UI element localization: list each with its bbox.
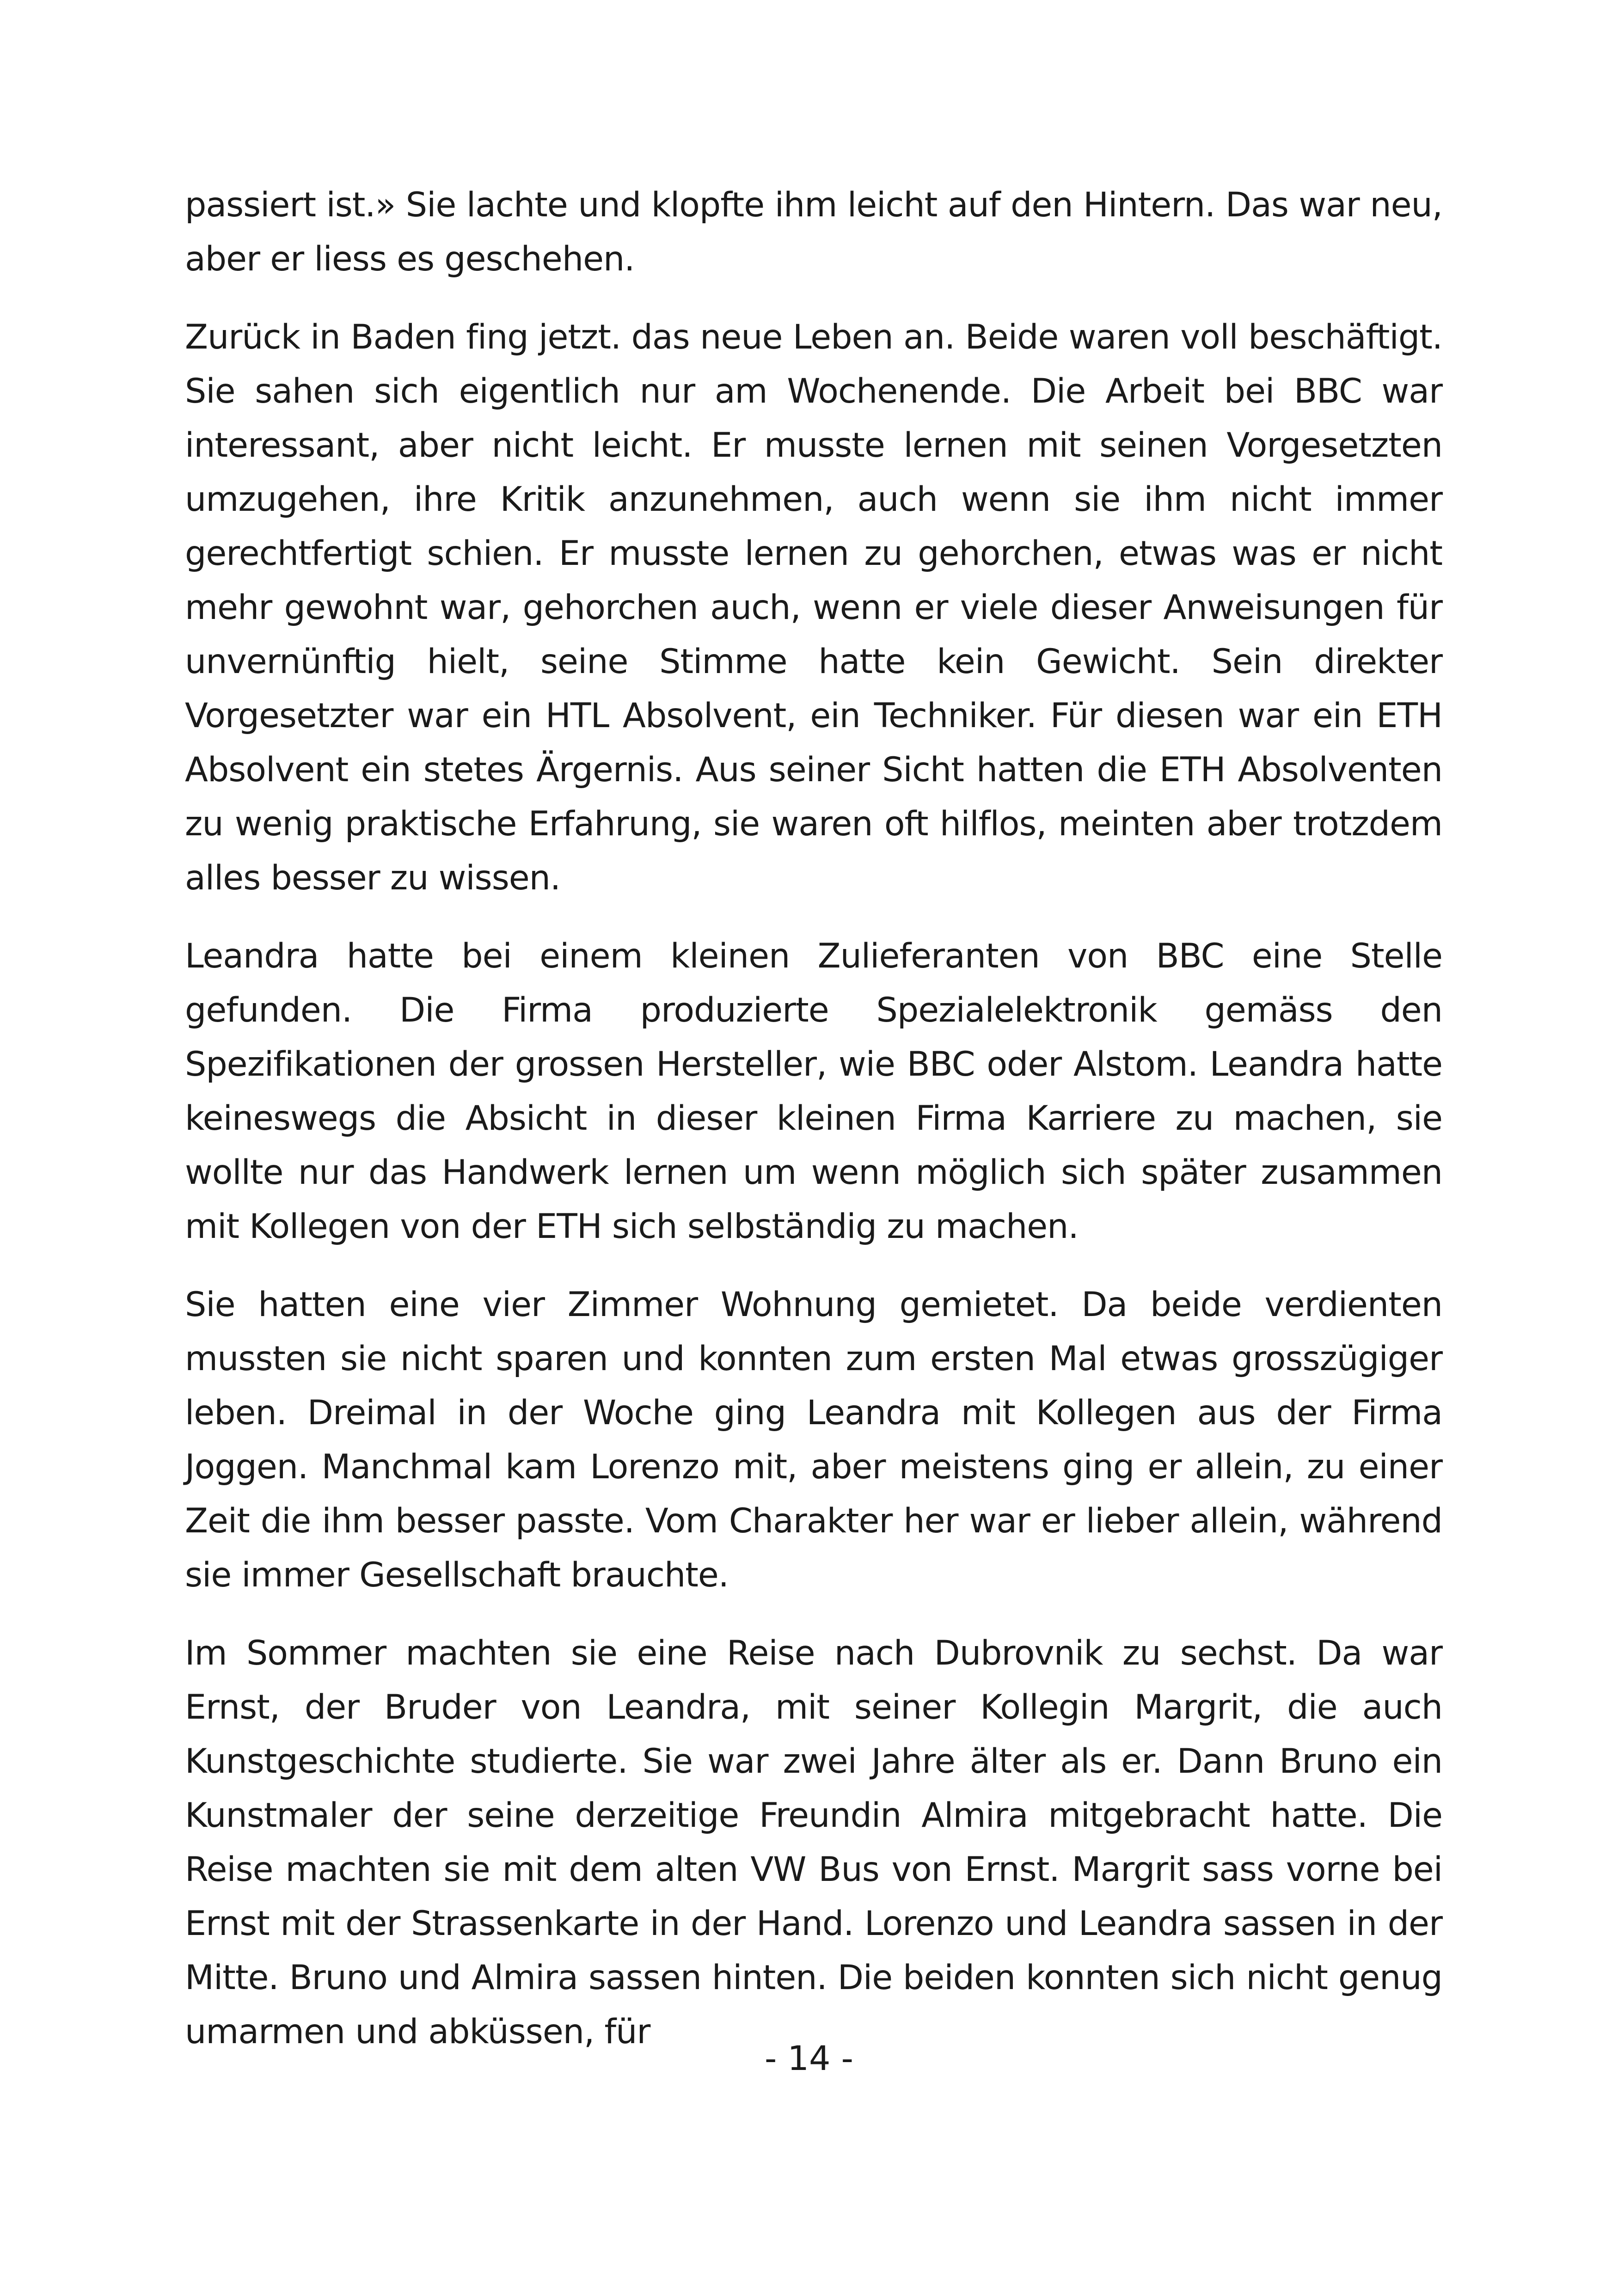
body-text bbox=[185, 178, 1442, 2083]
paragraph-4: Sie hatten eine vier Zimmer Wohnung gemietet. Da beide verdienten mussten sie nicht sparen und konnten zum ersten Mal etwas grosszügiger leben. Dreimal in der Woche ging Leandra mit Kollegen aus der Firma Joggen. Manchmal kam Lorenzo mit, aber meistens ging er allein, zu einer Zeit die ihm besser passte. Vom Charakter her war er lieber allein, während sie immer Gesellschaft brauchte. bbox=[185, 1285, 1442, 1595]
paragraph-2: Zurück in Baden fing jetzt. das neue Leben an. Beide waren voll beschäftigt. Sie sahen sich eigentlich nur am Wochenende. Die Arbeit bei BBC war interessant, aber nicht leicht. Er musste lernen mit seinen Vorgesetzten umzugehen, ihre Kritik anzunehmen, auch wenn sie ihm nicht immer gerechtfertigt schien. Er musste lernen zu gehorchen, etwas was er nicht mehr gewohnt war, gehorchen auch, wenn er viele dieser Anweisungen für unvernünftig hielt, seine Stimme hatte kein Gewicht. Sein direkter Vorgesetzter war ein HTL Absolvent, ein Techniker. Für diesen war ein ETH Absolvent ein stetes Ärgernis. Aus seiner Sicht hatten die ETH Absolventen zu wenig praktische Erfahrung, sie waren oft hilflos, meinten aber trotzdem alles besser zu wissen. bbox=[185, 318, 1442, 898]
paragraph-5: Im Sommer machten sie eine Reise nach Dubrovnik zu sechst. Da war Ernst, der Bruder von Leandra, mit seiner Kollegin Margrit, die auch Kunstgeschichte studierte. Sie war zwei Jahre älter als er. Dann Bruno ein Kunstmaler der seine derzeitige Freundin Almira mitgebracht hatte. Die Reise machten sie mit dem alten VW Bus von Ernst. Margrit sass vorne bei Ernst mit der Strassenkarte in der Hand. Lorenzo und Leandra sassen in der Mitte. Bruno und Almira sassen hinten. Die beiden konnten sich nicht genug umarmen und abküssen, für bbox=[185, 1634, 1442, 2051]
paragraph-1: passiert ist.» Sie lachte und klopfte ihm leicht auf den Hintern. Das war neu, aber er liess es geschehen. bbox=[185, 185, 1442, 279]
page-number: - 14 - bbox=[765, 2039, 853, 2078]
paragraph-3: Leandra hatte bei einem kleinen Zulieferanten von BBC eine Stelle gefunden. Die Firma produzierte Spezialelektronik gemäss den Spezifikationen der grossen Hersteller, wie BBC oder Alstom. Leandra hatte keineswegs die Absicht in dieser kleinen Firma Karriere zu machen, sie wollte nur das Handwerk lernen um wenn möglich sich später zusammen mit Kollegen von der ETH sich selbständig zu machen. bbox=[185, 937, 1442, 1246]
